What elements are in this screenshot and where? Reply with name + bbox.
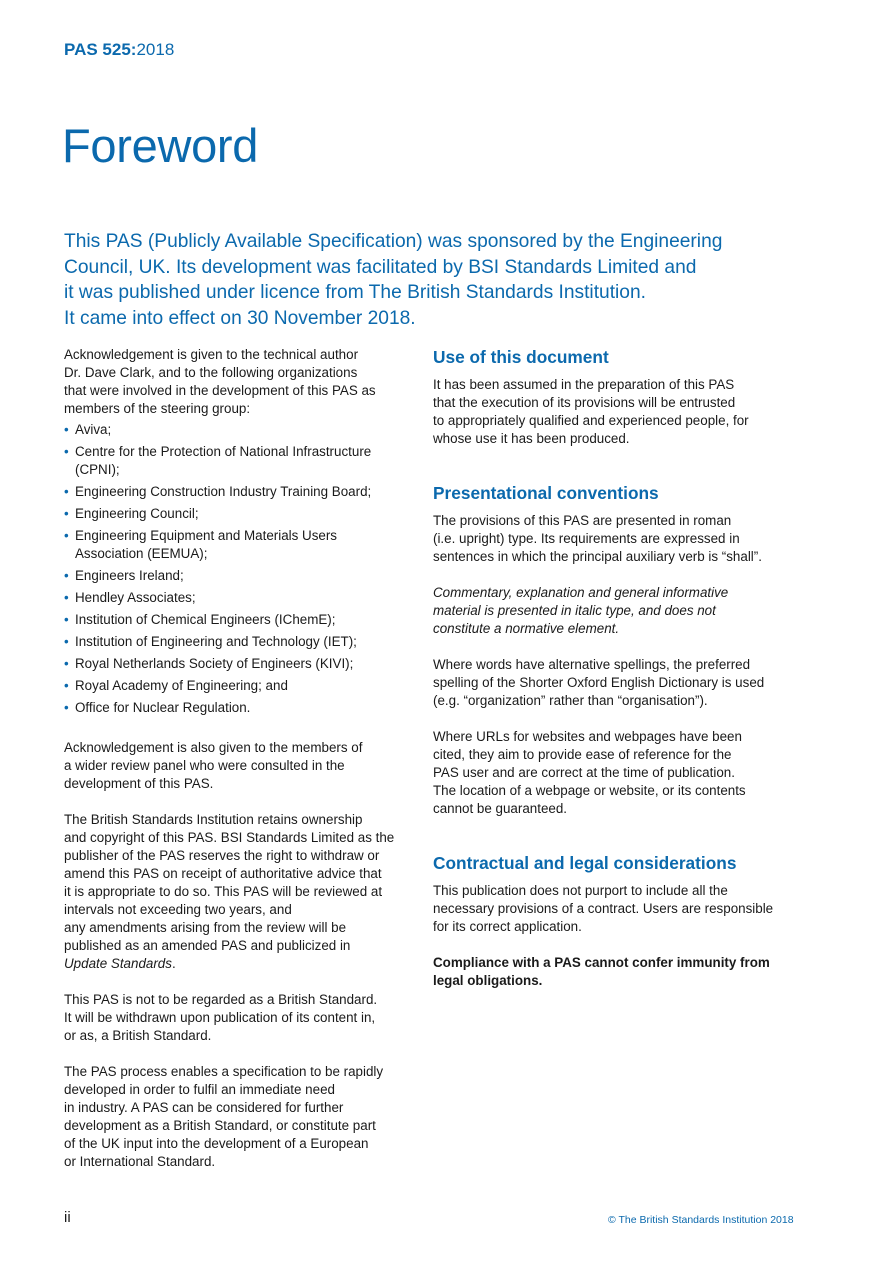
organization-list-item bbox=[64, 699, 414, 717]
text-line: It has been assumed in the preparation of this PAS bbox=[433, 377, 735, 392]
organization-list-item bbox=[64, 633, 414, 651]
text-line: (e.g. “organization” rather than “organisation”). bbox=[433, 693, 708, 708]
organization-name-line: Association (EEMUA); bbox=[75, 546, 208, 561]
text-line: The PAS process enables a specification to be rapidly bbox=[64, 1064, 384, 1079]
text-line: a wider review panel who were consulted in the bbox=[64, 758, 345, 773]
urls-paragraph bbox=[433, 728, 798, 818]
use-of-document-paragraph bbox=[433, 376, 798, 448]
text-line: any amendments arising from the review will be bbox=[64, 920, 347, 935]
intro-paragraph bbox=[64, 229, 784, 331]
text-line: intervals not exceeding two years, and bbox=[64, 902, 292, 917]
organization-name-line: Engineering Council; bbox=[75, 506, 199, 521]
right-column bbox=[433, 346, 798, 990]
bullet-icon: • bbox=[64, 678, 69, 693]
text-line: (i.e. upright) type. Its requirements are expressed in bbox=[433, 531, 740, 546]
bullet-icon: • bbox=[64, 590, 69, 605]
text-line: of the UK input into the development of a European bbox=[64, 1136, 369, 1151]
text-line: in industry. A PAS can be considered for further bbox=[64, 1100, 344, 1115]
organization-list-item bbox=[64, 483, 414, 501]
organization-name-line: Institution of Engineering and Technology (IET); bbox=[75, 634, 357, 649]
text-line: or International Standard. bbox=[64, 1154, 216, 1169]
text-line: development as a British Standard, or constitute part bbox=[64, 1118, 376, 1133]
review-panel-paragraph bbox=[64, 739, 414, 793]
organization-list bbox=[64, 421, 414, 717]
organization-name-line: Hendley Associates; bbox=[75, 590, 196, 605]
bullet-icon: • bbox=[64, 612, 69, 627]
organization-name-line: Engineers Ireland; bbox=[75, 568, 184, 583]
organization-name-line: Royal Academy of Engineering; and bbox=[75, 678, 288, 693]
text-line: development of this PAS. bbox=[64, 776, 214, 791]
text-line bbox=[64, 955, 414, 973]
organization-list-item bbox=[64, 589, 414, 607]
organization-name-line: (CPNI); bbox=[75, 462, 120, 477]
intro-line: it was published under licence from The British Standards Institution. bbox=[64, 282, 646, 304]
pas-number: PAS 525: bbox=[64, 40, 137, 59]
running-head bbox=[64, 40, 174, 60]
bullet-icon: • bbox=[64, 634, 69, 649]
text-line: that were involved in the development of this PAS as bbox=[64, 383, 376, 398]
text-line: This PAS is not to be regarded as a British Standard. bbox=[64, 992, 378, 1007]
text-line: developed in order to fulfil an immediate need bbox=[64, 1082, 335, 1097]
text-line: Where words have alternative spellings, the preferred bbox=[433, 657, 751, 672]
page-title: Foreword bbox=[62, 119, 259, 172]
organization-list-item bbox=[64, 527, 414, 563]
organization-name-line: Aviva; bbox=[75, 422, 112, 437]
text-line: cannot be guaranteed. bbox=[433, 801, 568, 816]
text-line: publisher of the PAS reserves the right to withdraw or bbox=[64, 848, 380, 863]
text-line: to appropriately qualified and experienced people, for bbox=[433, 413, 749, 428]
page-number: ii bbox=[64, 1209, 71, 1226]
acknowledgement-paragraph bbox=[64, 346, 414, 418]
spelling-paragraph bbox=[433, 656, 798, 710]
period: . bbox=[171, 956, 176, 971]
organization-name-line: Centre for the Protection of National Infrastructure bbox=[75, 444, 372, 459]
text-line: Commentary, explanation and general informative bbox=[433, 585, 729, 600]
text-line: The location of a webpage or website, or its contents bbox=[433, 783, 746, 798]
use-of-document-heading: Use of this document bbox=[433, 347, 609, 367]
organization-list-item bbox=[64, 443, 414, 479]
organization-list-item bbox=[64, 505, 414, 523]
organization-list-item bbox=[64, 567, 414, 585]
commentary-paragraph bbox=[433, 584, 798, 638]
bullet-icon: • bbox=[64, 700, 69, 715]
presentational-conventions-heading: Presentational conventions bbox=[433, 483, 659, 503]
intro-line: Council, UK. Its development was facilitated by BSI Standards Limited and bbox=[64, 256, 697, 278]
update-standards-title: Update Standards bbox=[64, 956, 172, 971]
bullet-icon: • bbox=[64, 528, 69, 543]
pas-year: 2018 bbox=[136, 40, 175, 59]
text-line: necessary provisions of a contract. Users are responsible bbox=[433, 901, 774, 916]
intro-line: This PAS (Publicly Available Specification) was sponsored by the Engineering bbox=[64, 231, 723, 252]
organization-name-line: Engineering Construction Industry Training Board; bbox=[75, 484, 372, 499]
text-line: legal obligations. bbox=[433, 973, 543, 988]
text-line: sentences in which the principal auxiliary verb is “shall”. bbox=[433, 549, 762, 564]
bullet-icon: • bbox=[64, 568, 69, 583]
text-line: members of the steering group: bbox=[64, 401, 251, 416]
text-line: material is presented in italic type, and does not bbox=[433, 603, 716, 618]
intro-line: It came into effect on 30 November 2018. bbox=[64, 307, 416, 329]
left-column bbox=[64, 346, 414, 1171]
text-line: It will be withdrawn upon publication of its content in, bbox=[64, 1010, 376, 1025]
text-line: constitute a normative element. bbox=[433, 621, 620, 636]
conventions-paragraph bbox=[433, 512, 798, 566]
organization-name-line: Royal Netherlands Society of Engineers (KIVI); bbox=[75, 656, 354, 671]
organization-list-item bbox=[64, 421, 414, 439]
text-line: cited, they aim to provide ease of reference for the bbox=[433, 747, 732, 762]
text-line: and copyright of this PAS. BSI Standards Limited as the bbox=[64, 830, 395, 845]
text-line: amend this PAS on receipt of authoritative advice that bbox=[64, 866, 382, 881]
ownership-paragraph bbox=[64, 811, 414, 973]
text-line: for its correct application. bbox=[433, 919, 582, 934]
compliance-statement bbox=[433, 954, 798, 990]
organization-list-item bbox=[64, 655, 414, 673]
text-line: whose use it has been produced. bbox=[433, 431, 630, 446]
text-line: This publication does not purport to include all the bbox=[433, 883, 728, 898]
text-line: PAS user and are correct at the time of publication. bbox=[433, 765, 735, 780]
text-line: The British Standards Institution retains ownership bbox=[64, 812, 363, 827]
text-line: Acknowledgement is given to the technical author bbox=[64, 347, 359, 362]
organization-name-line: Office for Nuclear Regulation. bbox=[75, 700, 251, 715]
bullet-icon: • bbox=[64, 422, 69, 437]
not-british-standard-paragraph bbox=[64, 991, 414, 1045]
bullet-icon: • bbox=[64, 506, 69, 521]
pas-process-paragraph bbox=[64, 1063, 414, 1171]
contractual-legal-heading: Contractual and legal considerations bbox=[433, 853, 737, 873]
bullet-icon: • bbox=[64, 484, 69, 499]
organization-list-item bbox=[64, 677, 414, 695]
text-line: Dr. Dave Clark, and to the following organizations bbox=[64, 365, 358, 380]
text-line: spelling of the Shorter Oxford English Dictionary is used bbox=[433, 675, 765, 690]
copyright-notice: © The British Standards Institution 2018 bbox=[608, 1214, 794, 1226]
text-line: or as, a British Standard. bbox=[64, 1028, 212, 1043]
organization-name-line: Engineering Equipment and Materials Users bbox=[75, 528, 338, 543]
text-line: The provisions of this PAS are presented in roman bbox=[433, 513, 732, 528]
text-line: that the execution of its provisions will be entrusted bbox=[433, 395, 736, 410]
organization-list-item bbox=[64, 611, 414, 629]
text-line: Acknowledgement is also given to the members of bbox=[64, 740, 363, 755]
text-line: Compliance with a PAS cannot confer immunity from bbox=[433, 955, 770, 970]
text-line: it is appropriate to do so. This PAS will be reviewed at bbox=[64, 884, 383, 899]
organization-name-line: Institution of Chemical Engineers (IChemE); bbox=[75, 612, 336, 627]
text-line: published as an amended PAS and publicized in bbox=[64, 938, 351, 953]
bullet-icon: • bbox=[64, 444, 69, 459]
text-line: Where URLs for websites and webpages have been bbox=[433, 729, 742, 744]
legal-paragraph bbox=[433, 882, 798, 936]
bullet-icon: • bbox=[64, 656, 69, 671]
